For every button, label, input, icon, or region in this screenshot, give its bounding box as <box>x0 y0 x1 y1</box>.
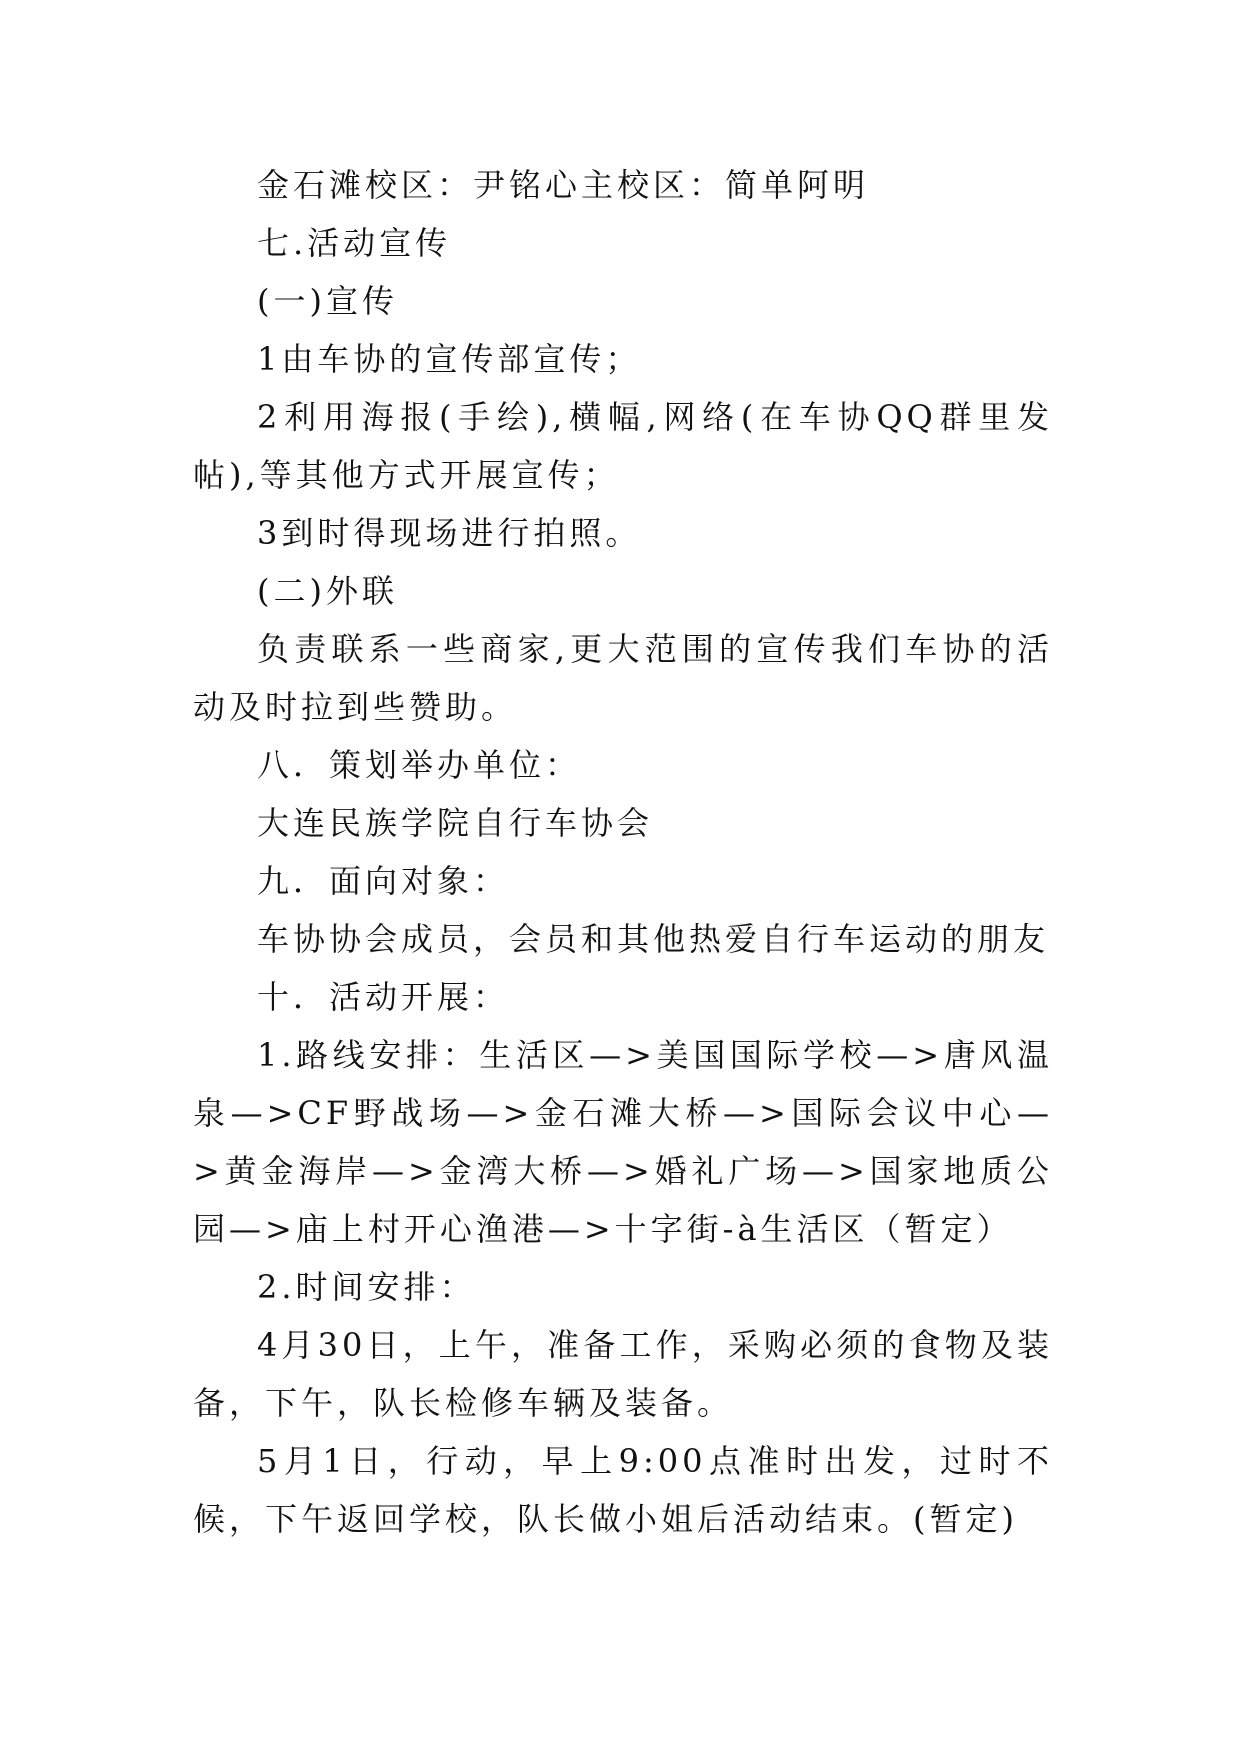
liaison-paragraph: 负责联系一些商家,更大范围的宣传我们车协的活动及时拉到些赞助。 <box>193 630 1053 726</box>
schedule-may-1: 5月1日，行动，早上9:00点准时出发，过时不候，下午返回学校，队长做小姐后活动结束。(暂定) <box>193 1442 1053 1538</box>
section-heading-activity: 十．活动开展： <box>257 978 510 1016</box>
organizer-name: 大连民族学院自行车协会 <box>257 804 654 842</box>
publicity-item-2: 2利用海报(手绘),横幅,网络(在车协QQ群里发帖),等其他方式开展宣传； <box>193 398 1053 494</box>
schedule-heading: 2.时间安排： <box>257 1268 476 1306</box>
schedule-april-30: 4月30日，上午，准备工作，采购必须的食物及装备，下午，队长检修车辆及装备。 <box>193 1326 1053 1422</box>
document-body <box>193 156 1053 1548</box>
section-heading-organizer: 八．策划举办单位： <box>257 746 582 784</box>
section-heading-publicity: 七.活动宣传 <box>257 224 452 262</box>
subsection-heading-publicity: (一)宣传 <box>257 282 398 320</box>
publicity-item-1: 1由车协的宣传部宣传； <box>257 340 642 378</box>
campus-contacts-line: 金石滩校区：尹铭心主校区：简单阿明 <box>257 166 870 204</box>
section-heading-audience: 九．面向对象： <box>257 862 510 900</box>
route-arrangement: 1.路线安排：生活区—>美国国际学校—>唐风温泉—>CF野战场—>金石滩大桥—>国际会议中心—>黄金海岸—>金湾大桥—>婚礼广场—>国家地质公园—>庙上村开心渔港—>十字街-à生活区（暂定） <box>193 1036 1053 1248</box>
publicity-item-3: 3到时得现场进行拍照。 <box>257 514 642 552</box>
subsection-heading-liaison: (二)外联 <box>257 572 398 610</box>
audience-description: 车协协会成员，会员和其他热爱自行车运动的朋友 <box>257 920 1050 958</box>
